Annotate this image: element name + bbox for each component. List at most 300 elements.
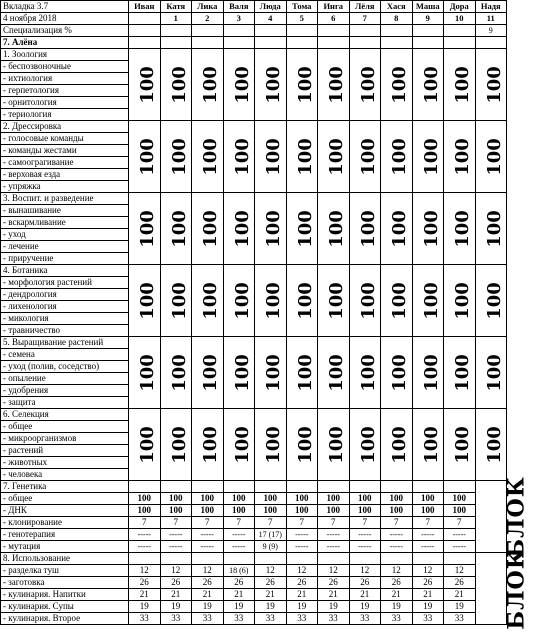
- section-item: - травничество: [1, 325, 129, 337]
- genetics-row: [1, 505, 507, 517]
- value-cell: -----: [286, 541, 318, 553]
- value-cell: 100: [349, 493, 381, 505]
- score-cell: [129, 265, 161, 337]
- section-title-row: [1, 337, 507, 349]
- value-cell: 19: [160, 601, 192, 613]
- value-cell: 26: [129, 577, 161, 589]
- blok-cell: [475, 475, 530, 558]
- score-cell: [318, 49, 350, 121]
- value-cell: 12: [286, 565, 318, 577]
- value-cell: -----: [223, 529, 255, 541]
- section-item: - удобрения: [1, 385, 129, 397]
- empty-cell: [223, 553, 255, 565]
- value-cell: 33: [223, 613, 255, 625]
- empty-cell: [223, 481, 255, 493]
- value-cell: 100: [255, 505, 287, 517]
- column-name: Хася: [381, 1, 413, 13]
- score-value: 100: [451, 137, 473, 176]
- value-cell: -----: [318, 541, 350, 553]
- section-item: - верховая езда: [1, 169, 129, 181]
- score-cell: [192, 121, 224, 193]
- score-cell: [349, 193, 381, 265]
- score-value: 100: [262, 353, 284, 392]
- score-value: 100: [199, 137, 221, 176]
- value-cell: 33: [381, 613, 413, 625]
- row-label: - заготовка: [1, 577, 129, 589]
- section-item: - общее: [1, 421, 129, 433]
- value-cell: -----: [160, 529, 192, 541]
- value-cell: 19: [349, 601, 381, 613]
- score-value: 100: [483, 281, 505, 320]
- score-cell: [255, 409, 287, 481]
- empty-cell: [286, 481, 318, 493]
- column-number: 9: [412, 13, 444, 25]
- value-cell: -----: [129, 529, 161, 541]
- empty-cell: [412, 553, 444, 565]
- score-value: 100: [420, 281, 442, 320]
- empty-cell: [475, 37, 507, 49]
- value-cell: 7: [381, 517, 413, 529]
- section-item: - опыление: [1, 373, 129, 385]
- empty-cell: [192, 25, 224, 37]
- value-cell: 7: [412, 517, 444, 529]
- value-cell: 100: [223, 505, 255, 517]
- score-value: 100: [294, 137, 316, 176]
- score-value: 100: [231, 353, 253, 392]
- row-label: - ДНК: [1, 505, 129, 517]
- value-cell: -----: [318, 529, 350, 541]
- section-item: - команды жестами: [1, 145, 129, 157]
- score-cell: [255, 337, 287, 409]
- value-cell: 19: [255, 601, 287, 613]
- score-value: 100: [388, 65, 410, 104]
- score-value: 100: [168, 65, 190, 104]
- header-row-names: [1, 1, 507, 13]
- score-cell: [381, 337, 413, 409]
- value-cell: 18 (6): [223, 565, 255, 577]
- score-cell: [412, 337, 444, 409]
- score-cell: [381, 193, 413, 265]
- empty-cell: [192, 37, 224, 49]
- value-cell: 21: [255, 589, 287, 601]
- value-cell: 33: [160, 613, 192, 625]
- score-cell: [349, 49, 381, 121]
- empty-cell: [192, 553, 224, 565]
- score-cell: [412, 193, 444, 265]
- value-cell: 33: [286, 613, 318, 625]
- value-cell: 100: [192, 505, 224, 517]
- score-cell: [475, 265, 507, 337]
- spec-label: Специализация %: [1, 25, 129, 37]
- score-cell: [129, 409, 161, 481]
- section-item: - лечение: [1, 241, 129, 253]
- score-value: 100: [325, 425, 347, 464]
- row-label: - кулинария. Супы: [1, 601, 129, 613]
- score-value: 100: [231, 281, 253, 320]
- score-value: 100: [357, 209, 379, 248]
- value-cell: 21: [412, 589, 444, 601]
- value-cell: 33: [129, 613, 161, 625]
- score-value: 100: [294, 425, 316, 464]
- empty-cell: [318, 37, 350, 49]
- column-name: Люда: [255, 1, 287, 13]
- score-cell: [223, 49, 255, 121]
- score-cell: [223, 265, 255, 337]
- column-name: Маша: [412, 1, 444, 13]
- value-cell: 26: [381, 577, 413, 589]
- value-cell: 7: [160, 517, 192, 529]
- score-value: 100: [231, 209, 253, 248]
- value-cell: 26: [318, 577, 350, 589]
- value-cell: -----: [412, 529, 444, 541]
- section-item: - вскармливание: [1, 217, 129, 229]
- score-value: 100: [483, 209, 505, 248]
- value-cell: 19: [381, 601, 413, 613]
- usage-row: [1, 577, 507, 589]
- score-value: 100: [357, 353, 379, 392]
- column-name: Надя: [475, 1, 507, 13]
- value-cell: 33: [349, 613, 381, 625]
- score-value: 100: [168, 137, 190, 176]
- score-value: 100: [388, 209, 410, 248]
- empty-cell: [444, 481, 476, 493]
- column-number: 7: [349, 13, 381, 25]
- score-value: 100: [294, 281, 316, 320]
- column-name: Валя: [223, 1, 255, 13]
- score-value: 100: [199, 65, 221, 104]
- section-item: - микроорганизмов: [1, 433, 129, 445]
- score-cell: [223, 193, 255, 265]
- score-cell: [475, 49, 507, 121]
- value-cell: -----: [286, 529, 318, 541]
- value-cell: -----: [192, 529, 224, 541]
- value-cell: 12: [381, 565, 413, 577]
- value-cell: -----: [444, 529, 476, 541]
- row-label: - разделка туш: [1, 565, 129, 577]
- score-cell: [223, 409, 255, 481]
- score-value: 100: [262, 209, 284, 248]
- score-cell: [160, 193, 192, 265]
- section-title: 8. Использование: [1, 553, 129, 565]
- empty-cell: [255, 553, 287, 565]
- score-cell: [349, 265, 381, 337]
- column-name: Дора: [444, 1, 476, 13]
- value-cell: 26: [223, 577, 255, 589]
- value-cell: 100: [223, 493, 255, 505]
- column-name: Катя: [160, 1, 192, 13]
- value-cell: 9 (9): [255, 541, 287, 553]
- genetics-row: [1, 529, 507, 541]
- value-cell: 100: [255, 493, 287, 505]
- value-cell: 7: [129, 517, 161, 529]
- empty-cell: [412, 37, 444, 49]
- score-cell: [286, 121, 318, 193]
- blok-label: БЛОК: [503, 475, 530, 558]
- section-title-row: [1, 265, 507, 277]
- value-cell: 33: [444, 613, 476, 625]
- value-cell: 100: [192, 493, 224, 505]
- score-cell: [349, 121, 381, 193]
- blok-label: БЛОК: [503, 547, 530, 630]
- score-value: 100: [388, 425, 410, 464]
- row-label: - кулинария. Напитки: [1, 589, 129, 601]
- genetics-row: [1, 541, 507, 553]
- section-title: 1. Зоология: [1, 49, 129, 61]
- empty-cell: [349, 553, 381, 565]
- score-value: 100: [136, 281, 158, 320]
- value-cell: 7: [192, 517, 224, 529]
- score-value: 100: [451, 65, 473, 104]
- score-cell: [444, 193, 476, 265]
- section-item: - герпетология: [1, 85, 129, 97]
- value-cell: 7: [444, 517, 476, 529]
- value-cell: 33: [318, 613, 350, 625]
- value-cell: 100: [286, 505, 318, 517]
- value-cell: 100: [444, 505, 476, 517]
- value-cell: 26: [349, 577, 381, 589]
- value-cell: -----: [160, 541, 192, 553]
- value-cell: 19: [223, 601, 255, 613]
- value-cell: 7: [349, 517, 381, 529]
- value-cell: 21: [444, 589, 476, 601]
- value-cell: 21: [381, 589, 413, 601]
- value-cell: 100: [318, 505, 350, 517]
- score-cell: [412, 409, 444, 481]
- score-value: 100: [199, 425, 221, 464]
- value-cell: -----: [129, 541, 161, 553]
- column-number: 8: [381, 13, 413, 25]
- section-item: - микология: [1, 313, 129, 325]
- usage-row: [1, 565, 507, 577]
- section-item: - вынашивание: [1, 205, 129, 217]
- score-value: 100: [136, 209, 158, 248]
- score-cell: [318, 337, 350, 409]
- score-value: 100: [262, 281, 284, 320]
- empty-cell: [160, 553, 192, 565]
- value-cell: 21: [318, 589, 350, 601]
- score-cell: [255, 49, 287, 121]
- empty-cell: [129, 37, 161, 49]
- value-cell: 100: [129, 493, 161, 505]
- score-value: 100: [420, 425, 442, 464]
- score-value: 100: [483, 65, 505, 104]
- value-cell: 26: [286, 577, 318, 589]
- empty-cell: [255, 25, 287, 37]
- section-title-row: [1, 409, 507, 421]
- empty-cell: [444, 25, 476, 37]
- score-value: 100: [325, 209, 347, 248]
- score-value: 100: [325, 281, 347, 320]
- score-value: 100: [325, 65, 347, 104]
- section-title: 6. Селекция: [1, 409, 129, 421]
- score-cell: [160, 337, 192, 409]
- section-item: - орнитология: [1, 97, 129, 109]
- score-value: 100: [325, 137, 347, 176]
- empty-cell: [286, 553, 318, 565]
- student-row: [1, 37, 507, 49]
- score-cell: [255, 121, 287, 193]
- score-value: 100: [168, 425, 190, 464]
- value-cell: 17 (17): [255, 529, 287, 541]
- value-cell: 21: [286, 589, 318, 601]
- empty-cell: [255, 37, 287, 49]
- score-cell: [286, 49, 318, 121]
- score-value: 100: [168, 281, 190, 320]
- value-cell: 12: [444, 565, 476, 577]
- score-cell: [286, 409, 318, 481]
- column-number: 3: [223, 13, 255, 25]
- column-number: 5: [286, 13, 318, 25]
- value-cell: -----: [349, 541, 381, 553]
- section-item: - лихенология: [1, 301, 129, 313]
- score-cell: [129, 121, 161, 193]
- score-cell: [255, 265, 287, 337]
- section-title: 5. Выращивание растений: [1, 337, 129, 349]
- column-name: Иван: [129, 1, 161, 13]
- empty-cell: [223, 37, 255, 49]
- value-cell: -----: [381, 541, 413, 553]
- column-number: 4: [255, 13, 287, 25]
- score-cell: [286, 193, 318, 265]
- column-number: 11: [475, 13, 507, 25]
- empty-cell: [349, 481, 381, 493]
- value-cell: 100: [286, 493, 318, 505]
- row-label: - кулинария. Второе: [1, 613, 129, 625]
- score-cell: [286, 265, 318, 337]
- value-cell: 21: [160, 589, 192, 601]
- score-cell: [192, 265, 224, 337]
- score-cell: [286, 337, 318, 409]
- value-cell: 33: [192, 613, 224, 625]
- empty-cell: [381, 25, 413, 37]
- value-cell: 100: [160, 493, 192, 505]
- score-cell: [318, 193, 350, 265]
- row-label: - мутация: [1, 541, 129, 553]
- score-value: 100: [451, 281, 473, 320]
- score-value: 100: [294, 65, 316, 104]
- score-cell: [160, 49, 192, 121]
- score-cell: [160, 265, 192, 337]
- column-number: 1: [160, 13, 192, 25]
- header-row-numbers: [1, 13, 507, 25]
- usage-row: [1, 601, 507, 613]
- score-cell: [475, 121, 507, 193]
- score-value: 100: [451, 209, 473, 248]
- score-cell: [475, 337, 507, 409]
- value-cell: 19: [192, 601, 224, 613]
- empty-cell: [381, 37, 413, 49]
- empty-cell: [318, 553, 350, 565]
- empty-cell: [286, 25, 318, 37]
- column-name: Тома: [286, 1, 318, 13]
- empty-cell: [286, 37, 318, 49]
- section-item: - териология: [1, 109, 129, 121]
- score-cell: [444, 121, 476, 193]
- value-cell: -----: [381, 529, 413, 541]
- sheet-date: 4 ноября 2018: [1, 13, 129, 25]
- score-value: 100: [420, 65, 442, 104]
- score-value: 100: [262, 137, 284, 176]
- value-cell: -----: [192, 541, 224, 553]
- section-title: 3. Воспит. и разведение: [1, 193, 129, 205]
- column-name: Лёля: [349, 1, 381, 13]
- usage-row: [1, 589, 507, 601]
- score-cell: [349, 337, 381, 409]
- value-cell: 26: [444, 577, 476, 589]
- empty-cell: [129, 481, 161, 493]
- genetics-row: [1, 493, 507, 505]
- score-value: 100: [199, 209, 221, 248]
- section-item: - семена: [1, 349, 129, 361]
- value-cell: 7: [318, 517, 350, 529]
- empty-cell: [412, 481, 444, 493]
- value-cell: -----: [412, 541, 444, 553]
- value-cell: 21: [129, 589, 161, 601]
- value-cell: 100: [129, 505, 161, 517]
- column-name: Инга: [318, 1, 350, 13]
- value-cell: 26: [192, 577, 224, 589]
- score-cell: [349, 409, 381, 481]
- score-cell: [318, 409, 350, 481]
- value-cell: 100: [160, 505, 192, 517]
- empty-cell: [129, 553, 161, 565]
- score-cell: [412, 49, 444, 121]
- section-title: 4. Ботаника: [1, 265, 129, 277]
- empty-cell: [160, 37, 192, 49]
- value-cell: 19: [129, 601, 161, 613]
- section-item: - дендрология: [1, 289, 129, 301]
- empty-cell: [444, 37, 476, 49]
- value-cell: 26: [412, 577, 444, 589]
- score-cell: [223, 121, 255, 193]
- empty-cell: [160, 481, 192, 493]
- score-value: 100: [199, 353, 221, 392]
- score-value: 100: [357, 65, 379, 104]
- row-label: - клонирование: [1, 517, 129, 529]
- value-cell: 21: [223, 589, 255, 601]
- value-cell: 21: [349, 589, 381, 601]
- value-cell: 100: [381, 493, 413, 505]
- score-value: 100: [294, 209, 316, 248]
- empty-cell: [381, 553, 413, 565]
- value-cell: 7: [286, 517, 318, 529]
- score-value: 100: [420, 137, 442, 176]
- empty-cell: [318, 25, 350, 37]
- score-value: 100: [451, 425, 473, 464]
- empty-cell: [255, 481, 287, 493]
- score-cell: [475, 193, 507, 265]
- score-value: 100: [357, 137, 379, 176]
- score-cell: [129, 337, 161, 409]
- empty-cell: [412, 25, 444, 37]
- empty-cell: [381, 481, 413, 493]
- score-value: 100: [262, 65, 284, 104]
- value-cell: 19: [412, 601, 444, 613]
- value-cell: 12: [192, 565, 224, 577]
- spec-value: 9: [475, 25, 507, 37]
- spec-row: [1, 25, 507, 37]
- score-value: 100: [262, 425, 284, 464]
- score-value: 100: [231, 137, 253, 176]
- score-cell: [192, 193, 224, 265]
- value-cell: 7: [223, 517, 255, 529]
- empty-cell: [160, 25, 192, 37]
- value-cell: 26: [255, 577, 287, 589]
- section-title-row: [1, 49, 507, 61]
- empty-cell: [349, 25, 381, 37]
- score-value: 100: [325, 353, 347, 392]
- score-value: 100: [451, 353, 473, 392]
